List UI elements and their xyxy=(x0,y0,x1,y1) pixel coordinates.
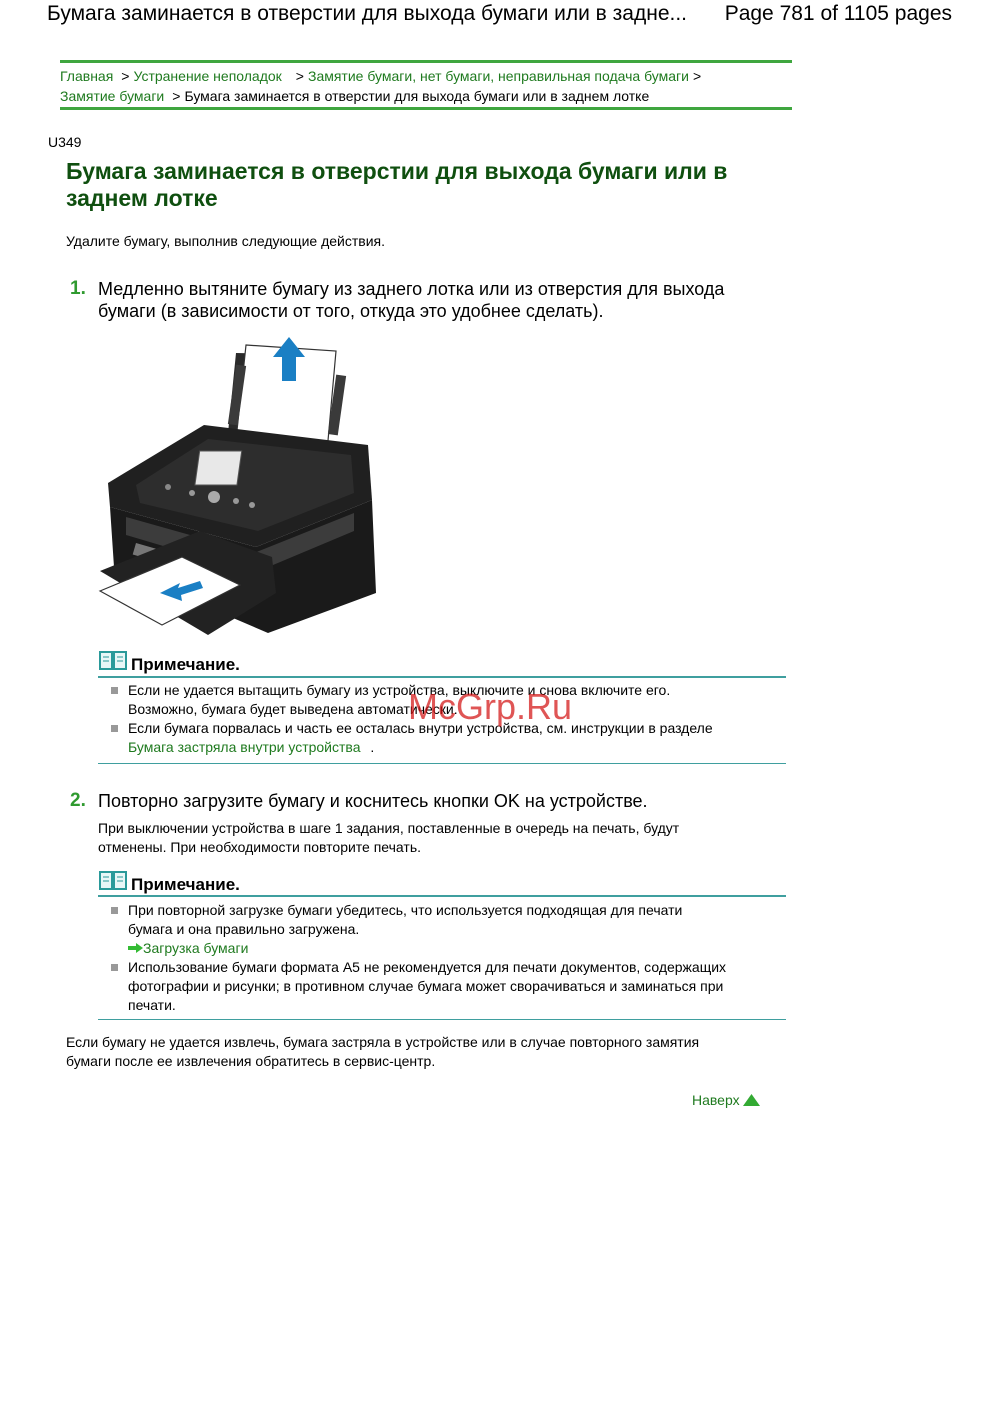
closing-text: Если бумагу не удается извлечь, бумага застряла в устройстве или в случае повторного замятия бумаги после ее извлечения обратитесь в сервис-центр. xyxy=(66,1034,700,1069)
bullet-marker xyxy=(111,725,118,732)
note-2-end-rule xyxy=(98,1019,786,1020)
page-title: Бумага заминается в отверстии для выхода бумаги или в заднем лотке xyxy=(66,158,728,211)
note-1-heading: Примечание. xyxy=(131,655,240,674)
note-2-item-1: При повторной загрузке бумаги убедитесь, что используется подходящая для печати бумага и она правильно загружена. xyxy=(128,902,683,937)
step-2-paragraph: При выключении устройства в шаге 1 задания, поставленные в очередь на печать, будут отменены. При необходимости повторите печать. xyxy=(98,820,680,855)
watermark: McGrp.Ru xyxy=(408,686,573,727)
topic-code: U349 xyxy=(48,134,82,150)
bullet-marker xyxy=(111,907,118,914)
breadcrumb-separator: > xyxy=(172,88,181,104)
note-1-item-1: Если не удается вытащить бумагу из устройства, выключите и снова включите его. Возможно, бумага будет выведена автоматически. xyxy=(128,682,671,717)
note-1-link-suffix: . xyxy=(370,739,375,755)
note-1-item-2: Если бумага порвалась и часть ее осталась внутри устройства, см. инструкции в разделе xyxy=(128,720,713,736)
note-1-rule xyxy=(98,676,786,678)
step-2-number: 2. xyxy=(70,790,86,811)
breadcrumb-line-2 xyxy=(60,88,649,104)
page-counter: Page 781 of 1105 pages xyxy=(724,2,952,25)
printer-screen xyxy=(195,451,242,485)
triangle-up-icon[interactable] xyxy=(743,1094,760,1106)
breadcrumb-separator: > xyxy=(295,68,304,84)
note-2-heading: Примечание. xyxy=(131,875,240,894)
book-icon xyxy=(99,651,127,671)
breadcrumb-category-link[interactable]: Замятие бумаги, нет бумаги, неправильная подача бумаги xyxy=(307,68,689,84)
note-2-rule xyxy=(98,895,786,897)
breadcrumb-separator: > xyxy=(693,68,702,84)
note-1-link-line xyxy=(128,738,374,757)
back-to-top-label[interactable]: Наверх xyxy=(692,1092,740,1108)
bullet-marker xyxy=(111,687,118,694)
note-1-end-rule xyxy=(98,763,786,764)
breadcrumb-home-link[interactable]: Главная xyxy=(60,68,114,84)
note-2-link-line[interactable] xyxy=(128,939,248,958)
breadcrumb-separator: > xyxy=(121,68,130,84)
book-icon xyxy=(99,871,127,891)
paper-jam-inside-link[interactable]: Бумага застряла внутри устройства xyxy=(128,739,361,755)
back-to-top-link[interactable] xyxy=(692,1092,760,1108)
bullet-marker xyxy=(111,964,118,971)
arrow-right-icon xyxy=(128,943,143,953)
breadcrumb-troubleshooting-link[interactable]: Устранение неполадок xyxy=(133,68,282,84)
load-paper-link[interactable]: Загрузка бумаги xyxy=(143,940,249,956)
breadcrumb-subcategory-link[interactable]: Замятие бумаги xyxy=(60,88,165,104)
printer-illustration xyxy=(96,335,386,640)
page-header-title: Бумага заминается в отверстии для выхода бумаги или в задне... xyxy=(47,2,688,25)
step-1-text: Медленно вытяните бумагу из заднего лотка или из отверстия для выхода бумаги (в зависимости от того, откуда это удобнее сделать). xyxy=(98,279,725,321)
breadcrumb-current: Бумага заминается в отверстии для выхода бумаги или в заднем лотке xyxy=(184,88,650,104)
note-2-item-2: Использование бумаги формата A5 не рекомендуется для печати документов, содержащих фотографии и рисунки; в противном случае бумага может сворачиваться и заминаться при печати. xyxy=(128,959,727,1013)
breadcrumb xyxy=(60,60,792,110)
breadcrumb-line-1 xyxy=(60,68,705,84)
step-1-number: 1. xyxy=(70,278,86,299)
step-2-text: Повторно загрузите бумагу и коснитесь кнопки OK на устройстве. xyxy=(98,791,648,811)
intro-text: Удалите бумагу, выполнив следующие действия. xyxy=(66,233,385,249)
